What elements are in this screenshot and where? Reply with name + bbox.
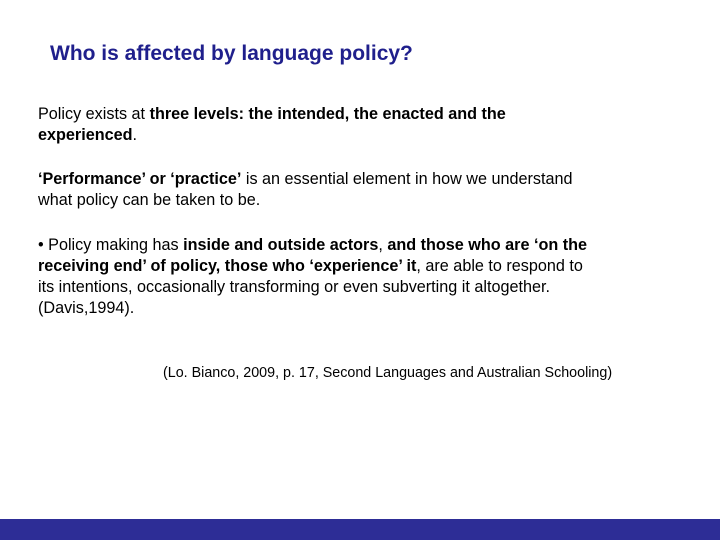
bold-text-run: and those who are ‘on the — [387, 236, 587, 254]
text-run: , — [378, 236, 388, 254]
paragraph-policy-actors — [38, 235, 678, 319]
slide-title: Who is affected by language policy? — [50, 42, 413, 65]
citation: (Lo. Bianco, 2009, p. 17, Second Languages and Australian Schooling) — [163, 365, 613, 381]
paragraph-line — [38, 126, 137, 144]
text-run: , are able to respond to — [416, 257, 583, 275]
paragraph-line — [38, 278, 550, 296]
footer-bar — [0, 519, 720, 540]
text-run: (Davis,1994). — [38, 299, 135, 317]
bold-text-run: three levels: the intended, the enacted and the — [149, 105, 506, 123]
text-run: what policy can be taken to be. — [38, 191, 261, 209]
paragraph-line — [38, 257, 583, 275]
text-run: its intentions, occasionally transforming or even subverting it altogether. — [38, 278, 550, 296]
paragraph-line — [38, 191, 260, 209]
paragraph-line — [38, 105, 506, 123]
paragraph-policy-levels — [38, 104, 678, 146]
paragraph-line — [38, 170, 572, 188]
text-run: . — [132, 126, 137, 144]
text-run: is an essential element in how we understand — [241, 170, 573, 188]
paragraph-line — [38, 299, 134, 317]
bold-text-run: inside and outside actors — [183, 236, 379, 254]
text-run: Policy exists at — [38, 105, 150, 123]
bold-text-run: experienced — [38, 126, 133, 144]
paragraph-line — [38, 236, 587, 254]
bold-text-run: ‘Performance’ or ‘practice’ — [38, 170, 242, 188]
text-run: • Policy making has — [38, 236, 184, 254]
bold-text-run: receiving end’ of policy, those who ‘experience’ it — [38, 257, 417, 275]
paragraph-performance-practice — [38, 169, 678, 211]
